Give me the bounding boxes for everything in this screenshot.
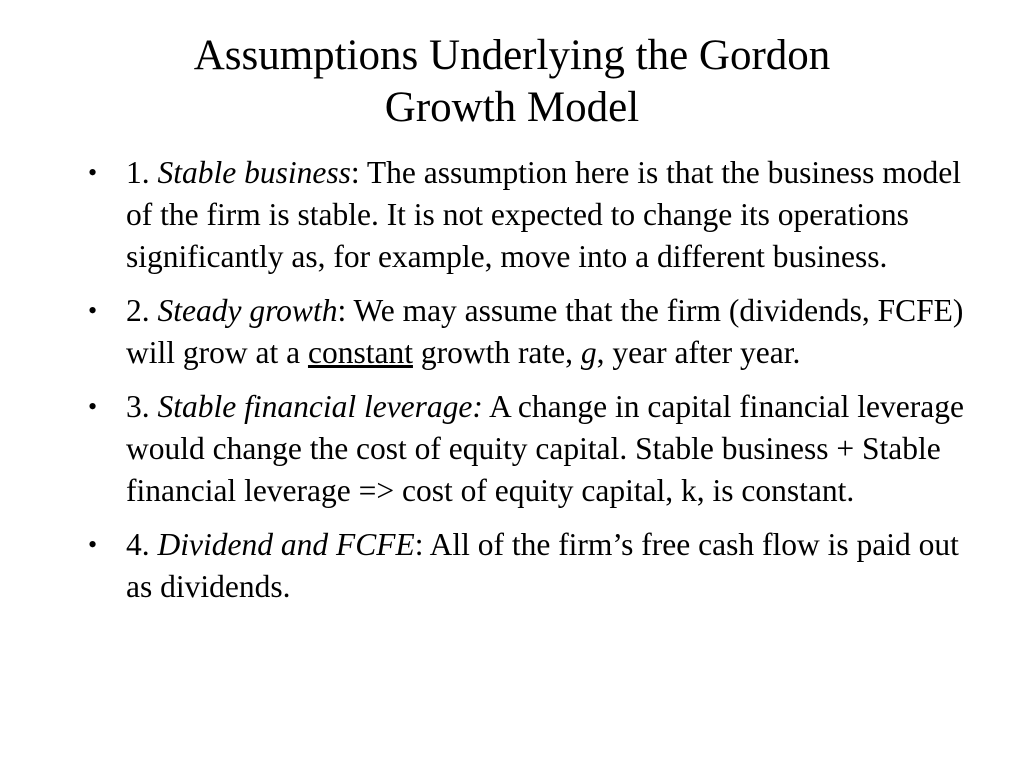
assumptions-list [88,152,988,620]
item-term: Stable financial leverage: [157,389,483,424]
item-text: : All of the firm’s free cash flow is paid out as dividends. [126,527,959,604]
list-item-stable-leverage [88,386,988,512]
item-number: 3. [126,389,158,424]
item-number: 1. [126,155,158,190]
list-item-dividend-fcfe [88,524,988,608]
item-number: 2. [126,293,158,328]
item-text: : The assumption here is that the business model of the firm is stable. It is not expected to change its operations significantly as, for example, move into a different business. [126,155,961,274]
bullet-icon: • [88,296,98,325]
bullet-icon: • [88,158,98,187]
item-number: 4. [126,527,158,562]
item-text: A change in capital financial leverage would change the cost of equity capital. Stable business + Stable financial leverage => cost of equity capital, k, is constant. [126,389,964,508]
item-term: Steady growth [157,293,338,328]
title-line-1: Assumptions Underlying the Gordon [193,32,831,79]
title-line-2: Growth Model [384,84,640,131]
bullet-icon: • [88,530,98,559]
item-text-middle: growth rate, [412,335,581,370]
growth-variable: g [580,335,597,370]
item-term: Stable business [157,155,351,190]
item-text-after: , year after year. [596,335,801,370]
slide-title [60,30,964,134]
item-text-before: : We may assume that the firm (dividends, FCFE) will grow at a [126,293,964,370]
bullet-icon: • [88,392,98,421]
list-item-steady-growth [88,290,988,374]
underlined-word: constant [307,335,413,370]
list-item-stable-business [88,152,988,278]
item-term: Dividend and FCFE [157,527,415,562]
